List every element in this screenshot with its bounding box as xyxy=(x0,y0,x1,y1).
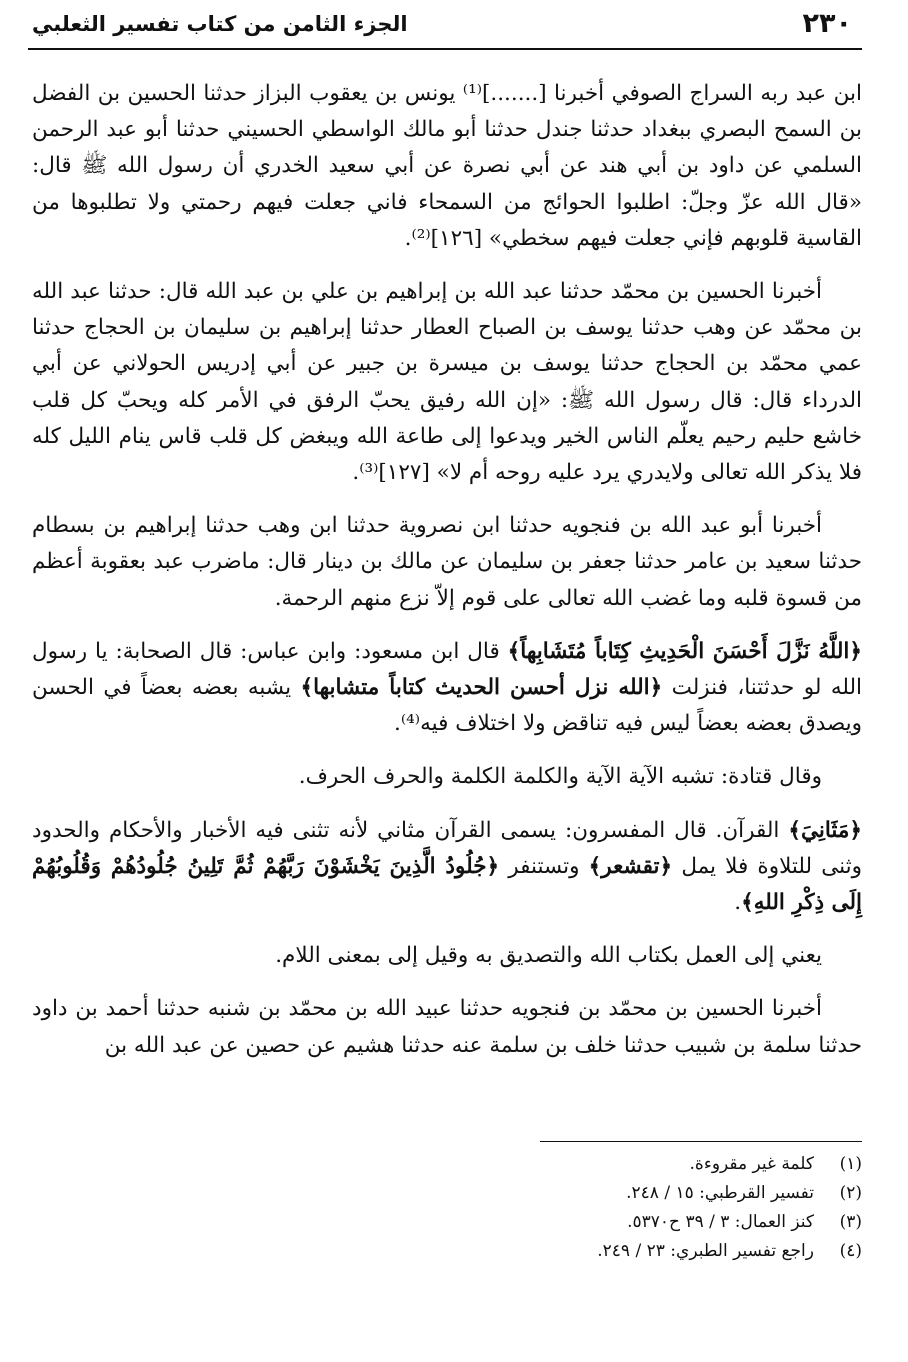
footnote-number: (٤) xyxy=(839,1241,862,1261)
paragraph-3: أخبرنا أبو عبد الله بن فنجويه حدثنا ابن نصروية حدثنا ابن وهب حدثنا إبراهيم بن بسطام حدثنا سعيد بن عامر حدثنا جعفر بن سليمان عن مالك بن دينار قال: ماضرب عبد بعقوبة أعظم من قسوة قلبه وما غضب الله تعالى على قوم إلاّ نزع منهم الرحمة. xyxy=(32,513,862,611)
footnote-item xyxy=(300,1179,862,1208)
footnote-number: (٣) xyxy=(839,1212,862,1232)
paragraph-text: يشبه بعضه بعضاً في الحسن ويصدق بعضه بعضاً ليس فيه تناقض ولا اختلاف فيه⁽⁴⁾. xyxy=(32,675,862,737)
running-title: الجزء الثامن من كتاب تفسير الثعلبي xyxy=(32,12,408,36)
page-header xyxy=(28,8,862,42)
footnote-number: (١) xyxy=(839,1154,862,1174)
paragraph-text: القرآن. قال المفسرون: يسمى القرآن مثاني لأنه تثنى فيه الأخبار والأحكام والحدود وثنى للتلاوة فلا يمل xyxy=(32,817,862,879)
quran-verse: ﴿تقشعر﴾ xyxy=(588,853,673,879)
paragraph-text: وتستنفر xyxy=(499,853,589,879)
paragraph-text: . xyxy=(734,890,742,916)
paragraph-7: يعني إلى العمل بكتاب الله والتصديق به وقيل إلى بمعنى اللام. xyxy=(275,943,822,969)
paragraph-1: ابن عبد ربه السراج الصوفي أخبرنا [.......]⁽¹⁾ يونس بن يعقوب البزاز حدثنا الحسين بن الفضل بن السمح البصري ببغداد حدثنا جندل حدثنا أبو مالك الواسطي الحسيني حدثنا أبو عبد الرحمن السلمي عن داود بن أبي هند عن أبي نصرة عن أبي سعيد الخدري أن رسول الله ﷺ قال: «قال الله عزّ وجلّ: اطلبوا الحوائج من السمحاء فاني جعلت فيهم رحمتي ولا تطلبوها من القاسية قلوبهم فإني جعلت فيهم سخطي» [١٢٦]⁽²⁾. xyxy=(32,81,863,251)
paragraph-4 xyxy=(32,634,862,743)
footnotes xyxy=(300,1150,862,1266)
paragraph-text: قال ابن مسعود: وابن عباس: قال الصحابة: يا رسول الله لو حدثتنا، فنزلت xyxy=(32,638,862,701)
paragraph-8: أخبرنا الحسين بن محمّد بن فنجويه حدثنا عبيد الله بن محمّد بن شنبه حدثنا أحمد بن داود حدثنا سلمة بن شبيب حدثنا خلف بن سلمة عنه حدثنا هشيم عن حصين عن عبد الله بن xyxy=(32,996,862,1058)
footnote-item xyxy=(300,1150,862,1179)
quran-verse: ﴿اللَّهُ نَزَّلَ أَحْسَنَ الْحَدِيثِ كِتَاباً مُتَشَابِهاً﴾ xyxy=(507,638,862,664)
quran-verse: ﴿الله نزل أحسن الحديث كتاباً متشابها﴾ xyxy=(300,675,663,701)
paragraph-2: أخبرنا الحسين بن محمّد حدثنا عبد الله بن إبراهيم بن علي بن عبد الله قال: حدثنا عبد الله بن محمّد عن وهب حدثنا يوسف بن الصباح العطار حدثنا إبراهيم بن سليمان بن الحجاج حدثنا عمي محمّد بن الحجاج حدثنا يوسف بن ميسرة بن جبير عن أبي إدريس الحولاني عن أبي الدرداء قال: قال رسول الله ﷺ: «إن الله رفيق يحبّ الرفق في الأمر كله ويحبّ كل قلب خاشع حليم رحيم يعلّم الناس الخير ويدعوا إلى طاعة الله ويبغض كل قلب قاس ينام الليل كله فلا يذكر الله تعالى ولايدري يرد عليه روحه أم لا» [١٢٧]⁽³⁾. xyxy=(32,279,862,486)
quran-verse: ﴿مَثَانِيَ﴾ xyxy=(788,817,862,843)
footnote-text: تفسير القرطبي: ١٥ / ٢٤٨. xyxy=(626,1183,814,1203)
main-text xyxy=(32,76,862,1064)
footnote-number: (٢) xyxy=(839,1183,862,1203)
footnote-separator xyxy=(540,1141,862,1142)
page-number: ٢٣٠ xyxy=(802,8,852,39)
footnote-text: كنز العمال: ٣ / ٣٩ ح٥٣٧٠. xyxy=(627,1212,814,1232)
footnote-item xyxy=(300,1237,862,1266)
paragraph-5: وقال قتادة: تشبه الآية الآية والكلمة الكلمة والحرف الحرف. xyxy=(298,764,822,790)
footnote-text: كلمة غير مقروءة. xyxy=(689,1154,814,1174)
header-rule xyxy=(28,48,862,50)
paragraph-6 xyxy=(32,813,862,922)
footnote-text: راجع تفسير الطبري: ٢٣ / ٢٤٩. xyxy=(597,1241,814,1261)
footnote-item xyxy=(300,1208,862,1237)
quran-verse: ﴿جُلُودُ الَّذِينَ يَخْشَوْنَ رَبَّهُمْ ثُمَّ تَلِينُ جُلُودُهُمْ وَقُلُوبُهُمْ إِلَى ذِكْرِ اللهِ﴾ xyxy=(32,853,862,916)
